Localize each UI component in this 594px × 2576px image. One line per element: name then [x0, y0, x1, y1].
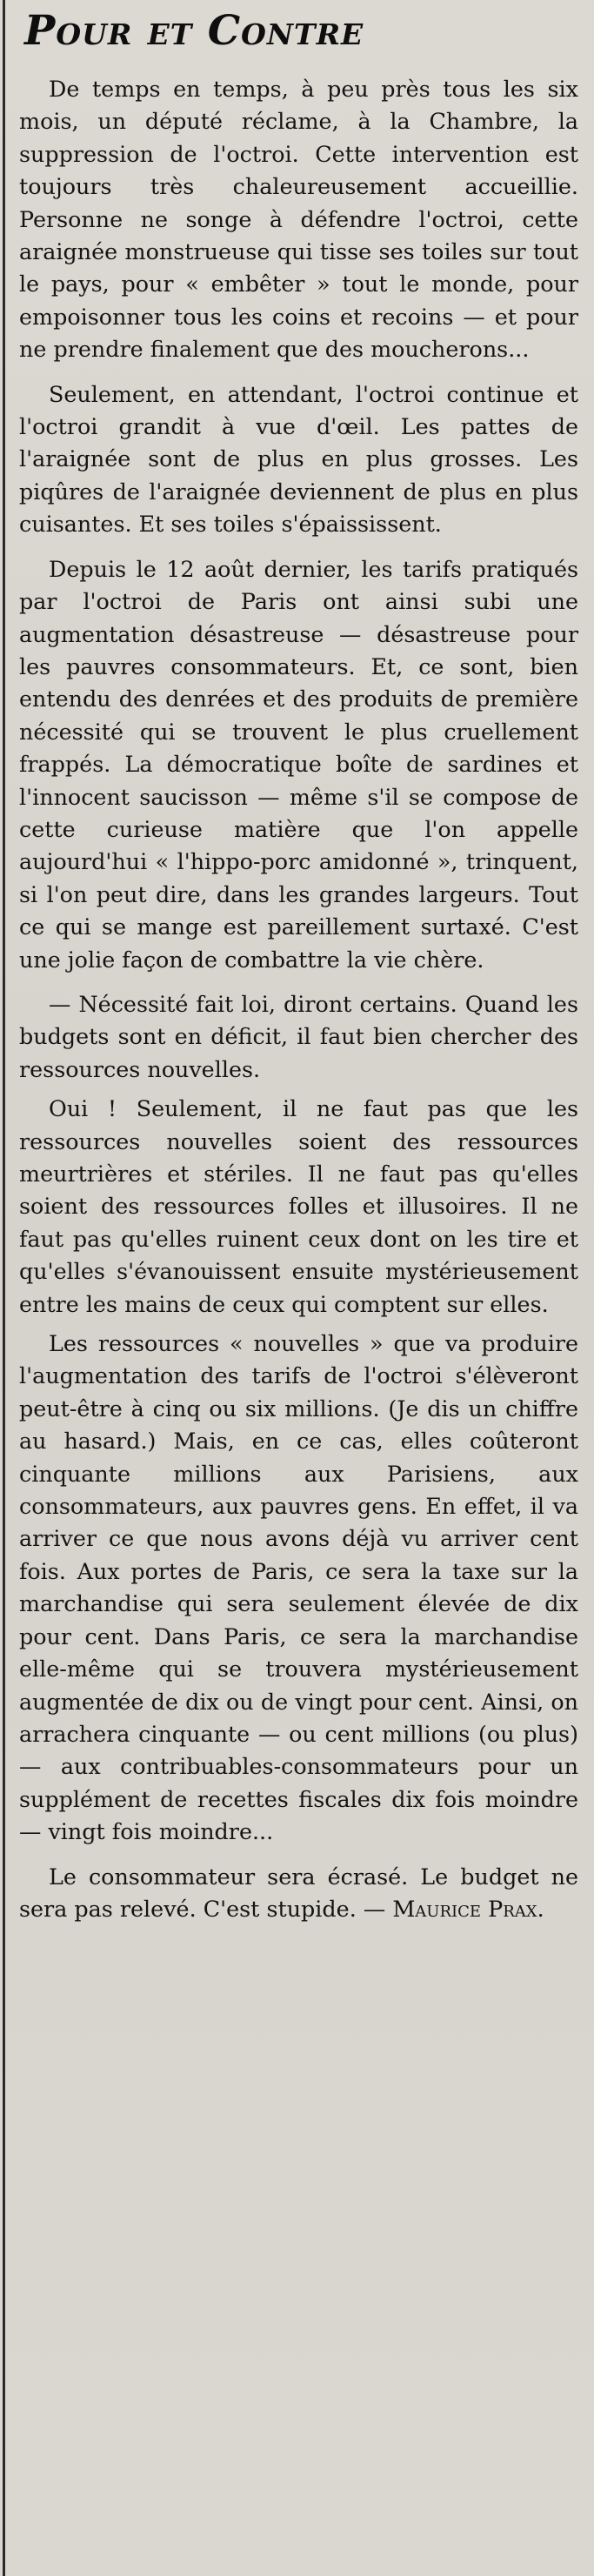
paragraph-6: Les ressources « nouvelles » que va produire l'augmentation des tarifs de l'octroi s'élèveront peut-être à cinq ou six millions. (Je dis un chiffre au hasard.) Mais, en ce cas, elles coûteront cinquante millions aux Parisiens, aux consommateurs, aux pauvres gens. En effet, il va arriver ce que nous avons déjà vu arriver cent fois. Aux portes de Paris, ce sera la taxe sur la marchandise qui sera seulement élevée de dix pour cent. Dans Paris, ce sera la marchandise elle-même qui se trouvera mystérieusement augmentée de dix ou de vingt pour cent. Ainsi, on arrachera cinquante — ou cent millions (ou plus) — aux contribuables-consommateurs pour un supplément de recettes fiscales dix fois moindre — vingt fois moindre... — [19, 1330, 578, 1845]
closing-paragraph — [19, 1861, 578, 1926]
paragraph-4: — Nécessité fait loi, diront certains. Quand les budgets sont en déficit, il faut bien chercher des ressources nouvelles. — [19, 990, 578, 1082]
paragraph-1: De temps en temps, à peu près tous les six mois, un député réclame, à la Chambre, la suppression de l'octroi. Cette intervention est toujours très chaleureusement accueillie. Personne ne songe à défendre l'octroi, cette araignée monstrueuse qui tisse ses toiles sur tout le pays, pour « embêter » tout le monde, pour empoisonner tous les coins et recoins — et pour ne prendre finalement que des moucherons... — [19, 76, 578, 363]
author-signature: Maurice Prax. — [392, 1895, 544, 1922]
column-rule — [3, 0, 5, 2576]
paragraph-2: Seulement, en attendant, l'octroi continue et l'octroi grandit à vue d'œil. Les pattes de l'araignée sont de plus en plus grosses. Les piqûres de l'araignée deviennent de plus en plus cuisantes. Et ses toiles s'épaississent. — [19, 380, 578, 538]
closing-text: Le consommateur sera écrasé. Le budget ne sera pas relevé. C'est stupide. — — [19, 1863, 578, 1922]
article-headline: Pour et Contre — [24, 7, 364, 55]
article-body — [19, 73, 578, 1925]
paragraph-5: Oui ! Seulement, il ne faut pas que les ressources nouvelles soient des ressources meurtrières et stériles. Il ne faut pas qu'elles soient des ressources folles et illusoires. Il ne faut pas qu'elles ruinent ceux dont on les tire et qu'elles s'évanouissent ensuite mystérieusement entre les mains de ceux qui comptent sur elles. — [19, 1095, 578, 1317]
paragraph-3: Depuis le 12 août dernier, les tarifs pratiqués par l'octroi de Paris ont ainsi subi une augmentation désastreuse — désastreuse pour les pauvres consommateurs. Et, ce sont, bien entendu des denrées et des produits de première nécessité qui se trouvent le plus cruellement frappés. La démocratique boîte de sardines et l'innocent saucisson — même s'il se compose de cette curieuse matière que l'on appelle aujourd'hui « l'hippo-porc amidonné », trinquent, si l'on peut dire, dans les grandes largeurs. Tout ce qui se mange est pareillement surtaxé. C'est une jolie façon de combattre la vie chère. — [19, 555, 578, 973]
